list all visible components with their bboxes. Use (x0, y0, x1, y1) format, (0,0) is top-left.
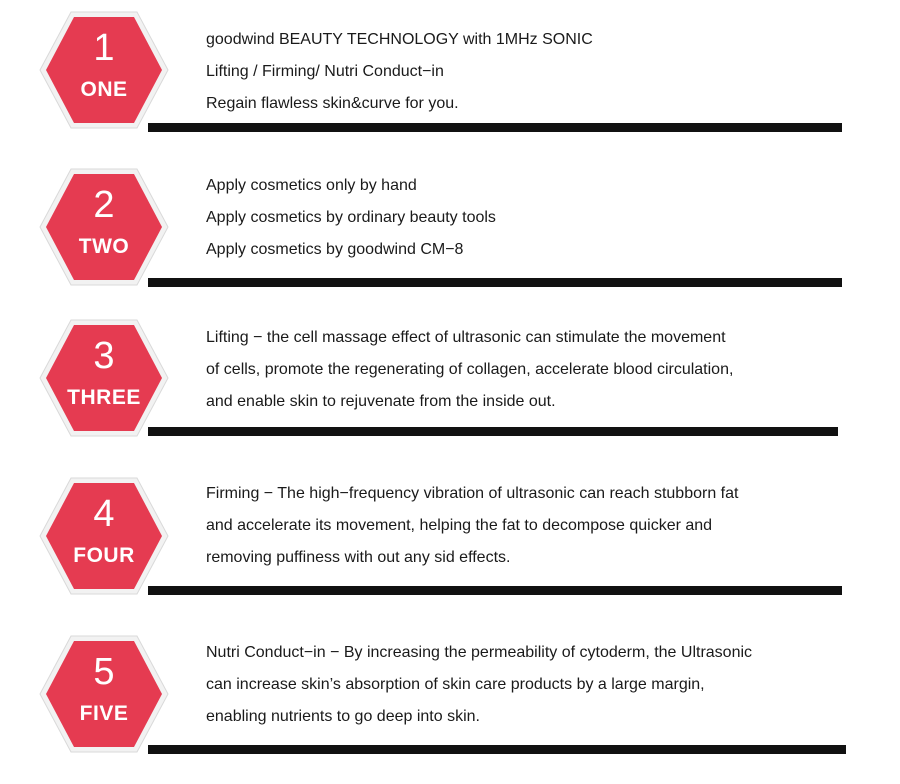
hexagon-badge (38, 476, 170, 596)
feature-item-5 (0, 634, 900, 784)
text-line: enabling nutrients to go deep into skin. (206, 708, 480, 725)
feature-text (206, 478, 846, 574)
hexagon-badge (38, 318, 170, 438)
text-line: Regain flawless skin&curve for you. (206, 95, 459, 112)
text-line: Apply cosmetics by ordinary beauty tools (206, 209, 496, 226)
feature-text (206, 637, 846, 733)
badge-number: 1 (93, 27, 115, 69)
divider-bar (148, 278, 842, 287)
text-line: Nutri Conduct−in − By increasing the permeability of cytoderm, the Ultrasonic (206, 644, 753, 661)
text-line: Firming − The high−frequency vibration of ultrasonic can reach stubborn fat (206, 485, 739, 502)
text-line: removing puffiness with out any sid effects. (206, 549, 511, 566)
text-line: and enable skin to rejuvenate from the inside out. (206, 393, 556, 410)
text-line: can increase skin’s absorption of skin care products by a large margin, (206, 676, 705, 693)
badge-word: TWO (78, 235, 130, 258)
badge-number: 4 (93, 493, 115, 535)
hexagon-badge (38, 167, 170, 287)
text-line: Lifting / Firming/ Nutri Conduct−in (206, 63, 444, 80)
badge-word: FIVE (79, 702, 129, 725)
badge-number: 3 (93, 335, 115, 377)
feature-text (206, 24, 846, 120)
badge-number: 5 (93, 651, 115, 693)
text-line: Lifting − the cell massage effect of ultrasonic can stimulate the movement (206, 329, 726, 346)
divider-bar (148, 745, 846, 754)
text-line: Apply cosmetics only by hand (206, 177, 417, 194)
hexagon-badge (38, 10, 170, 130)
hexagon-badge (38, 634, 170, 754)
text-line: goodwind BEAUTY TECHNOLOGY with 1MHz SONIC (206, 31, 593, 48)
badge-word: ONE (80, 78, 128, 101)
divider-bar (148, 586, 842, 595)
badge-word: THREE (67, 386, 141, 409)
badge-number: 2 (93, 184, 115, 226)
feature-text (206, 322, 846, 418)
feature-item-3 (0, 318, 900, 468)
badge-word: FOUR (73, 544, 135, 567)
feature-item-1 (0, 10, 900, 160)
divider-bar (148, 123, 842, 132)
feature-item-4 (0, 476, 900, 626)
text-line: Apply cosmetics by goodwind CM−8 (206, 241, 464, 258)
divider-bar (148, 427, 838, 436)
text-line: of cells, promote the regenerating of collagen, accelerate blood circulation, (206, 361, 734, 378)
feature-text (206, 170, 846, 266)
text-line: and accelerate its movement, helping the fat to decompose quicker and (206, 517, 713, 534)
feature-item-2 (0, 167, 900, 317)
